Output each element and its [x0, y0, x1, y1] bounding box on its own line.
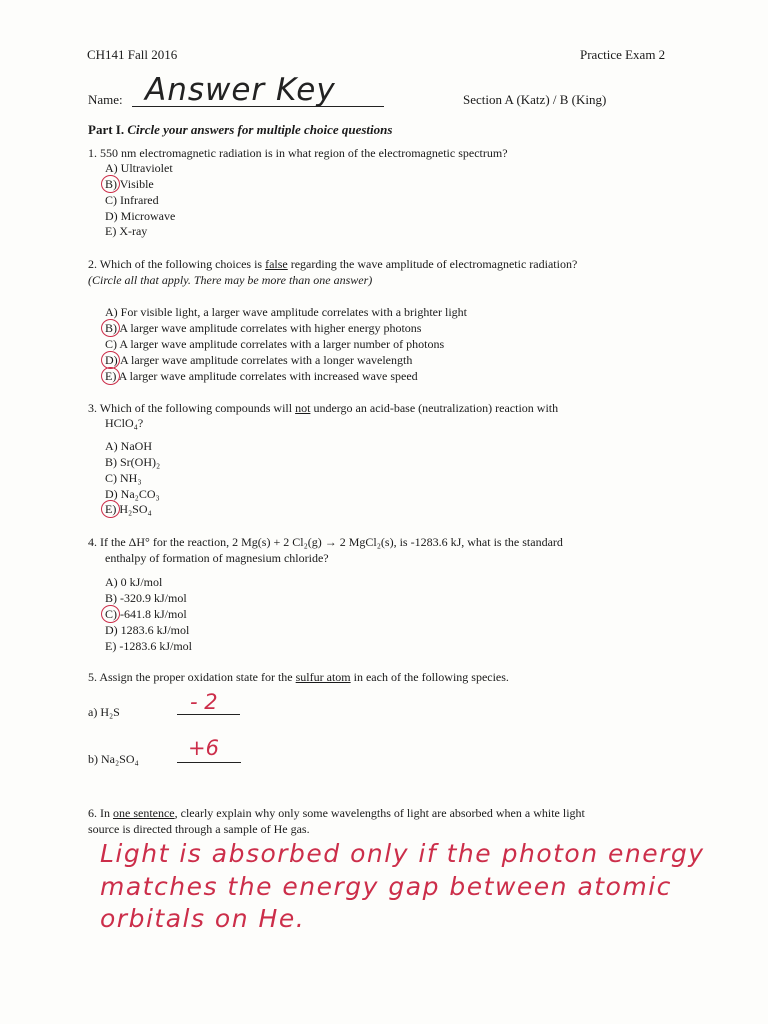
part1-label: Part I.: [88, 122, 125, 137]
q5-b-label: b) Na₂SO₄: [88, 752, 139, 766]
q1-text: 1. 550 nm electromagnetic radiation is in what region of the electromagnetic spectrum?: [88, 146, 508, 160]
q5-a-answer: - 2: [190, 690, 218, 714]
q1-answer-circle: [101, 175, 120, 193]
q3-text: 3. Which of the following compounds will not undergo an acid-base (neutralization) reaction with: [88, 401, 559, 415]
q1-option-c: C) Infrared: [105, 193, 159, 207]
q2-option-c: C) A larger wave amplitude correlates with a larger number of photons: [105, 337, 445, 351]
q3-option-b: B) Sr(OH)₂: [105, 455, 161, 469]
q6-answer-line-1: Light is absorbed only if the photon energy: [100, 839, 705, 868]
name-label: Name:: [88, 92, 123, 107]
q4-option-a: A) 0 kJ/mol: [105, 575, 163, 589]
q2-answer-circle-e: [101, 367, 120, 385]
q3-option-e: E) H₂SO₄: [105, 502, 152, 516]
q5-text: 5. Assign the proper oxidation state for the sulfur atom in each of the following species.: [88, 670, 509, 684]
q4-answer-circle: [101, 605, 120, 623]
q4-option-b: B) -320.9 kJ/mol: [105, 591, 187, 605]
q2-note: (Circle all that apply. There may be more than one answer): [88, 273, 373, 287]
q3-option-d: D) Na₂CO₃: [105, 487, 160, 501]
name-handwritten: Answer Key: [145, 72, 336, 108]
q2-option-e: E) A larger wave amplitude correlates with increased wave speed: [105, 369, 418, 383]
q6-answer-line-3: orbitals on He.: [100, 904, 306, 933]
q1-option-b: B) Visible: [105, 177, 154, 191]
q2-option-d: D) A larger wave amplitude correlates with a longer wavelength: [105, 353, 413, 367]
q3-option-a: A) NaOH: [105, 439, 152, 453]
q1-option-e: E) X-ray: [105, 224, 148, 238]
q5-b-answer: +6: [188, 736, 219, 760]
q2-text: 2. Which of the following choices is false regarding the wave amplitude of electromagnetic radiation?: [88, 257, 578, 271]
q6-answer-line-2: matches the energy gap between atomic: [100, 872, 672, 901]
q6-text: 6. In one sentence, clearly explain why only some wavelengths of light are absorbed when a white light: [88, 806, 585, 820]
q6-text-cont: source is directed through a sample of He gas.: [88, 822, 310, 836]
q4-option-d: D) 1283.6 kJ/mol: [105, 623, 190, 637]
q3-answer-circle: [101, 500, 120, 518]
part1-heading: [88, 122, 392, 138]
q3-option-c: C) NH₃: [105, 471, 142, 485]
section-label: Section A (Katz) / B (King): [463, 92, 607, 107]
q5-b-blank: [177, 762, 241, 763]
q1-option-a: A) Ultraviolet: [105, 161, 173, 175]
q2-option-b: B) A larger wave amplitude correlates with higher energy photons: [105, 321, 422, 335]
q1-option-d: D) Microwave: [105, 209, 176, 223]
q4-option-c: C) -641.8 kJ/mol: [105, 607, 187, 621]
course-title: CH141 Fall 2016: [87, 47, 178, 62]
q5-a-blank: [177, 714, 240, 715]
q2-option-a: A) For visible light, a larger wave amplitude correlates with a brighter light: [105, 305, 468, 319]
q3-text-cont: HClO₄?: [105, 416, 144, 430]
q4-option-e: E) -1283.6 kJ/mol: [105, 639, 192, 653]
exam-title: Practice Exam 2: [580, 47, 666, 62]
name-underline: [132, 106, 384, 107]
q5-a-label: a) H₂S: [88, 705, 120, 719]
q2-answer-circle-b: [101, 319, 120, 337]
q4-text: 4. If the ΔH° for the reaction, 2 Mg(s) + 2 Cl₂(g) → 2 MgCl₂(s), is -1283.6 kJ, what is the standard: [88, 535, 563, 549]
part1-instruction: Circle your answers for multiple choice questions: [127, 122, 393, 137]
q4-text-cont: enthalpy of formation of magnesium chloride?: [105, 551, 329, 565]
